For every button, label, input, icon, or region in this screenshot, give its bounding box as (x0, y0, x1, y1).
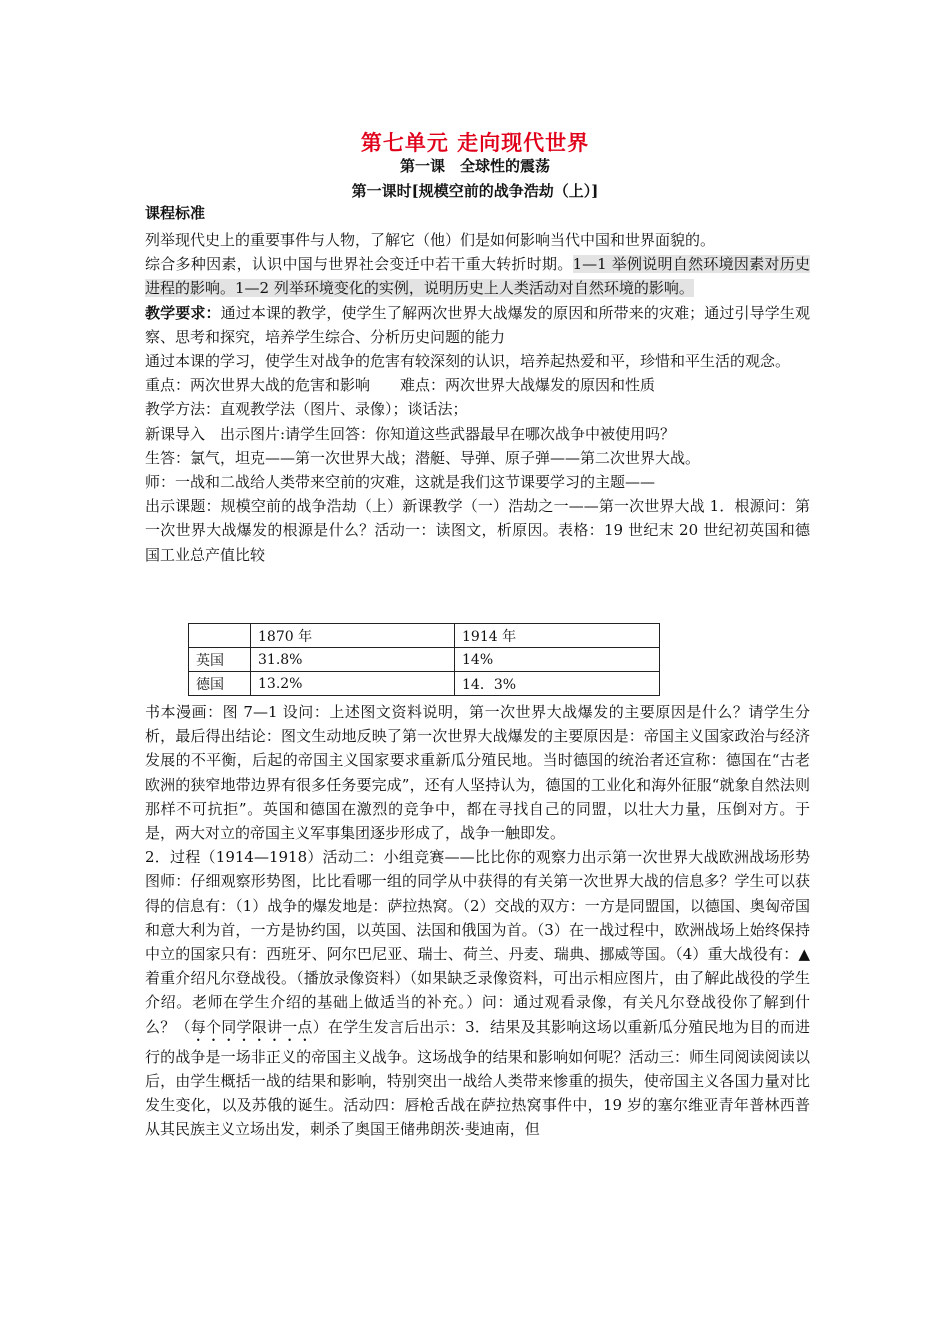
key-points: 重点：两次世界大战的危害和影响 难点：两次世界大战爆发的原因和性质 (145, 376, 656, 395)
process-text-a: 2．过程（1914—1918）活动二：小组竞赛——比比你的观察力出示第一次世界大战欧洲战场形势图师：仔细观察形势图，比比看哪一组的同学从中获得的有关第一次世界大战的信息多？学生可以获得的信息有：（1）战争的爆发地是：萨拉热窝。（2）交战的双方：一方是同盟国，以德国、奥匈帝国和意大利为首，一方是协约国，以英国、法国和俄国为首。（3）在一战过程中，欧洲战场上始终保持中立的国家只有：西班牙、阿尔巴尼亚、瑞士、荷兰、丹麦、瑞典、挪威等国。（4）重大战役有：▲着重介绍凡尔登战役。（播放录像资料）（如果缺乏录像资料，可出示相应图片，由了解此战役的学生介绍。老师在学生介绍的基础上做适当的补充。）问：通过观看录像，有关凡尔登战役你了解到什么？（ (145, 848, 810, 1036)
standards-line-2 (145, 252, 810, 300)
lesson-period-title: 第一课时[规模空前的战争浩劫（上）] (351, 182, 599, 200)
table-header-cell: 1914 年 (455, 624, 660, 648)
table-header-row (189, 624, 660, 648)
table-row (189, 672, 660, 696)
process-text-b: ）在学生发言后出示：3．结果及其影响这场以重新瓜分殖民地为目的而进行的战争是一场非正义的帝国主义战争。这场战争的结果和影响如何呢？活动三：师生同阅读阅读以后，由学生概括一战的结果和影响，特别突出一战给人类带来惨重的损失，使帝国主义各国力量对比发生变化，以及苏俄的诞生。活动四：唇枪舌战在萨拉热窝事件中，19 岁的塞尔维亚青年普林西普从其民族主义立场出发，刺杀了奥国王储弗朗茨·斐迪南，但 (145, 1017, 810, 1139)
requirements-text-2: 通过本课的学习，使学生对战争的危害有较深刻的认识，培养起热爱和平，珍惜和平生活的观念。 (145, 352, 791, 371)
table-header-cell: 1870 年 (251, 624, 455, 648)
table-row (189, 648, 660, 672)
cartoon-paragraph: 书本漫画：图 7—1 设问：上述图文资料说明，第一次世界大战爆发的主要原因是什么？请学生分析，最后得出结论：图文生动地反映了第一次世界大战爆发的主要原因是：帝国主义国家政治与经济发展的不平衡，后起的帝国主义国家要求重新瓜分殖民地。当时德国的统治者还宣称：德国在“古老欧洲的狭窄地带边界有很多任务要完成”，还有人坚持认为，德国的工业化和海外征服“就象自然法则那样不可抗拒”。英国和德国在激烈的竞争中，都在寻找自己的同盟，以壮大力量，压倒对方。于是，两大对立的帝国主义军事集团逐步形成了，战争一触即发。 (145, 703, 810, 843)
requirements-label: 教学要求： (145, 303, 221, 322)
lesson-subtitle: 第一课 全球性的震荡 (399, 157, 550, 175)
table-cell: 14% (455, 648, 660, 672)
table-cell: 英国 (189, 648, 251, 672)
teaching-methods: 教学方法：直观教学法（图片、录像）；谈话法； (145, 400, 468, 419)
lesson-intro: 新课导入 出示图片:请学生回答：你知道这些武器最早在哪次战争中被使用吗？ (145, 424, 676, 443)
standards-line-2-text: 综合多种因素，认识中国与世界社会变迁中若干重大转折时期。 (145, 255, 573, 274)
table-cell: 14．3% (455, 672, 660, 696)
standards-line-1: 列举现代史上的重要事件与人物，了解它（他）们是如何影响当代中国和世界面貌的。 (145, 231, 716, 249)
process-paragraph (145, 845, 810, 1141)
second-text-block (145, 700, 810, 1141)
industrial-output-table (188, 623, 660, 696)
requirements-paragraph (145, 301, 810, 349)
table-header-cell (189, 624, 251, 648)
highlighted-standards: 1—1 举例说明自然环境因素对历史进程的影响。1—2 列举环境变化的实例，说明历史上人类活动对自然环境的影响。 (145, 255, 810, 298)
lesson-topic: 出示课题：规模空前的战争浩劫（上）新课教学（一）浩劫之一——第一次世界大战 1．根源问：第一次世界大战爆发的根源是什么？活动一：读图文，析原因。表格：19 世纪末 20 世纪初英国和德国工业总产值比较 (145, 497, 810, 564)
table-cell: 13.2% (251, 672, 455, 696)
table-cell: 31.8% (251, 648, 455, 672)
student-answer: 生答：氯气，坦克——第一次世界大战；潜艇、导弹、原子弹——第二次世界大战。 (145, 448, 701, 467)
table-cell: 德国 (189, 672, 251, 696)
teacher-remark: 师：一战和二战给人类带来空前的灾难，这就是我们这节课要学习的主题—— (145, 473, 656, 492)
standards-heading: 课程标准 (145, 204, 206, 222)
unit-title: 第七单元 走向现代世界 (360, 130, 590, 155)
emphasized-text: 每个同学限讲一点 (190, 1017, 313, 1036)
main-text-block (145, 228, 810, 567)
requirements-text: 通过本课的教学，使学生了解两次世界大战爆发的原因和所带来的灾难；通过引导学生观察、思考和探究，培养学生综合、分析历史问题的能力 (145, 303, 810, 346)
